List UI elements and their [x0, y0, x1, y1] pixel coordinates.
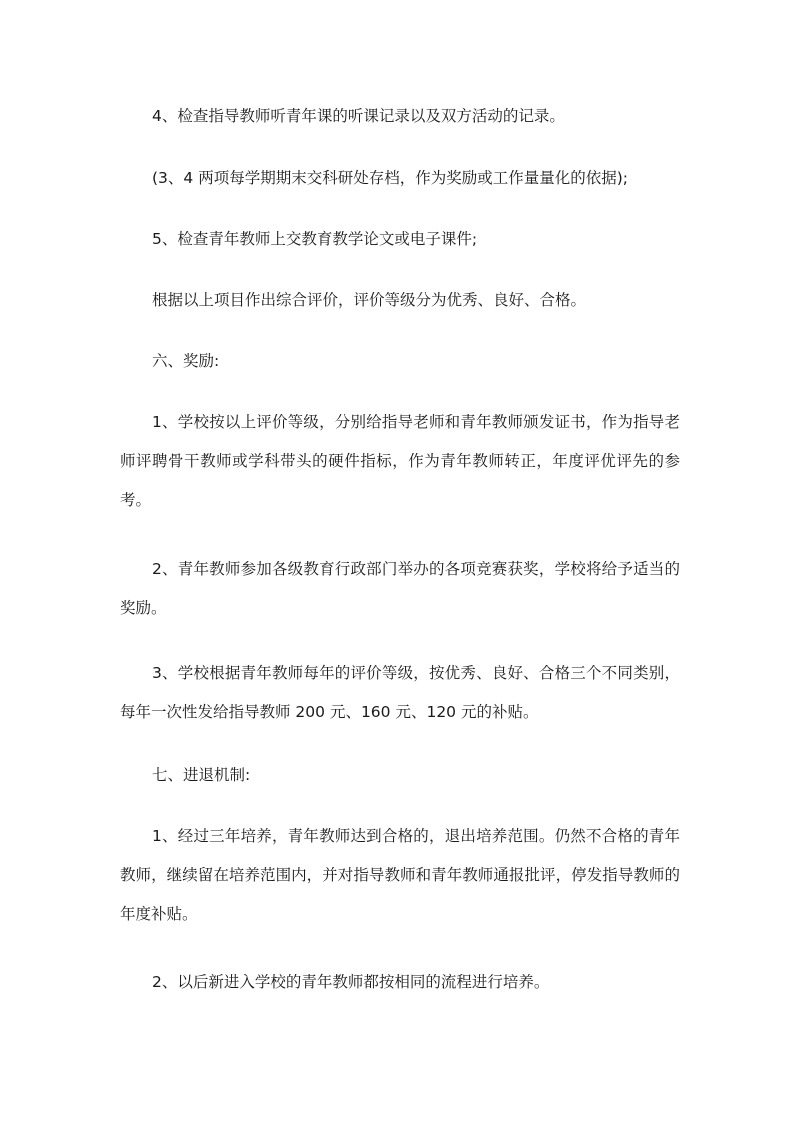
paragraph-reward-certificates: 1、学校按以上评价等级，分别给指导老师和青年教师颁发证书，作为指导老师评聘骨干教师或学科带头的硬件指标，作为青年教师转正，年度评优评先的参考。 [120, 413, 680, 509]
paragraph-evaluation-levels: 根据以上项目作出综合评价，评价等级分为优秀、良好、合格。 [152, 291, 587, 309]
paragraph-check-papers: 5、检查青年教师上交教育教学论文或电子课件; [152, 230, 478, 248]
paragraph-archive-note: (3、4 两项每学期期末交科研处存档，作为奖励或工作量量化的依据); [152, 169, 628, 187]
section-heading-rewards: 六、奖励: [152, 352, 220, 370]
paragraph-new-teachers: 2、以后新进入学校的青年教师都按相同的流程进行培养。 [152, 973, 550, 991]
section-heading-exit-mechanism: 七、进退机制: [152, 766, 251, 784]
paragraph-reward-subsidy: 3、学校根据青年教师每年的评价等级，按优秀、良好、合格三个不同类别，每年一次性发给指导教师 200 元、160 元、120 元的补贴。 [120, 664, 680, 721]
paragraph-check-lecture-records: 4、检查指导教师听青年课的听课记录以及双方活动的记录。 [152, 107, 565, 125]
paragraph-reward-competitions: 2、青年教师参加各级教育行政部门举办的各项竞赛获奖，学校将给予适当的奖励。 [120, 560, 680, 617]
paragraph-exit-after-three-years: 1、经过三年培养，青年教师达到合格的，退出培养范围。仍然不合格的青年教师，继续留在培养范围内，并对指导教师和青年教师通报批评，停发指导教师的年度补贴。 [120, 827, 680, 923]
